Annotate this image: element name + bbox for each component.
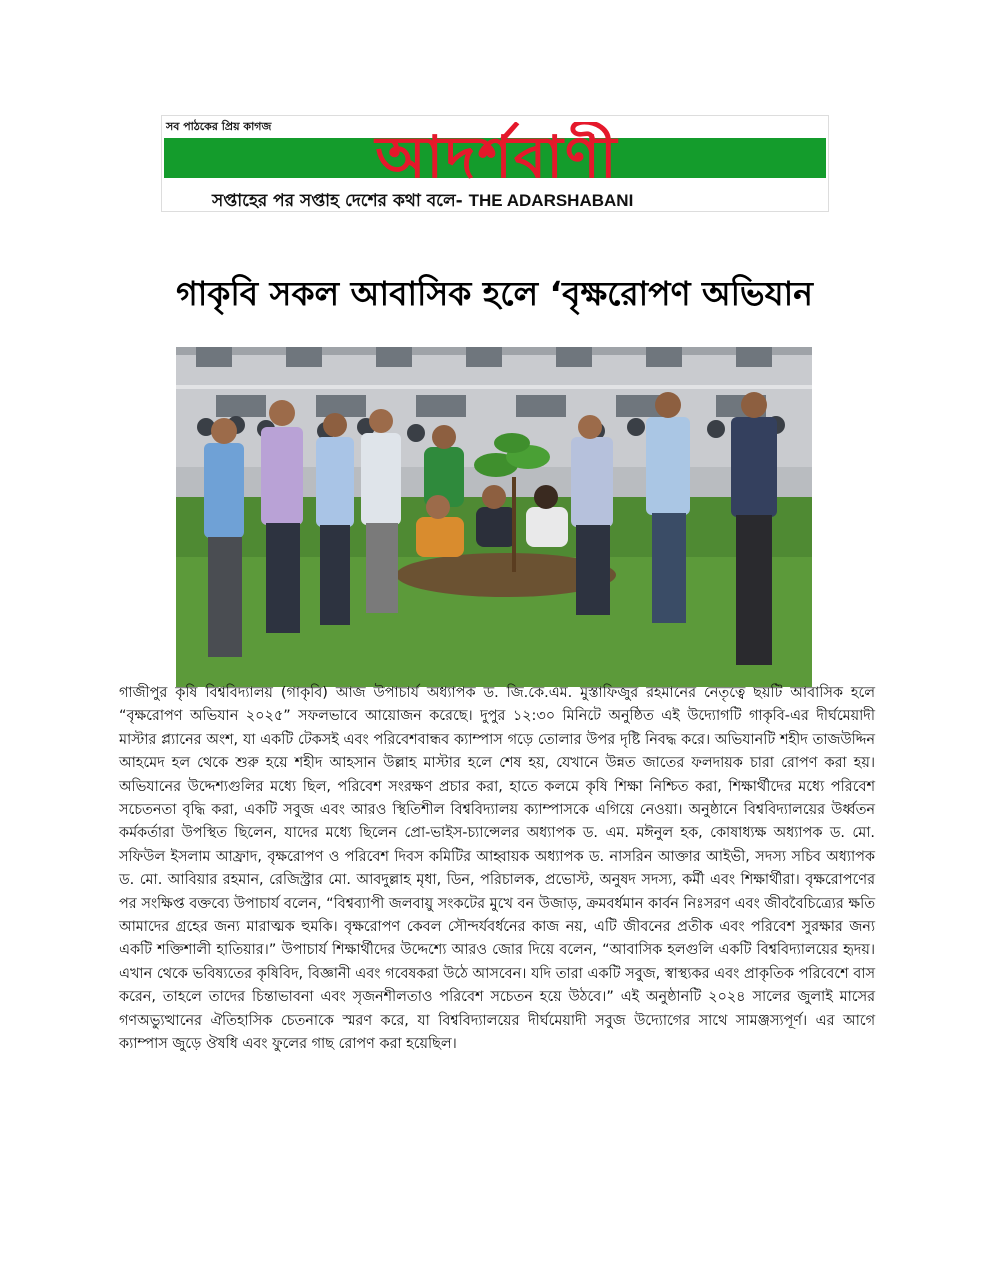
masthead-slogan-line (212, 188, 633, 216)
masthead-slogan: সপ্তাহের পর সপ্তাহ দেশের কথা বলে- (212, 191, 463, 211)
tree-planting-photo-icon (176, 347, 812, 687)
masthead-tagline: সব পাঠকের প্রিয় কাগজ (166, 120, 272, 133)
article-headline: গাকৃবি সকল আবাসিক হলে ‘বৃক্ষরোপণ অভিযান (176, 274, 813, 313)
article-photo (176, 347, 812, 687)
newspaper-masthead (161, 115, 829, 212)
masthead-brand-english: THE ADARSHABANI (468, 191, 634, 210)
article-body-text: গাজীপুর কৃষি বিশ্ববিদ্যালয় (গাকৃবি) আজ উপাচার্য অধ্যাপক ড. জি.কে.এম. মুস্তাফিজুর রহমানের নেতৃত্বে ছয়টি আবাসিক হলে “বৃক্ষরোপণ অভিযান ২০২৫” সফলভাবে আয়োজন করেছে। দুপুর ১২:৩০ মিনিটে অনুষ্ঠিত এই উদ্যোগটি গাকৃবি-এর দীর্ঘমেয়াদী মাস্টার প্ল্যানের অংশ, যা একটি টেকসই এবং পরিবেশবান্ধব ক্যাম্পাস গড়ে তোলার উপর দৃষ্টি নিবদ্ধ করে। অভিযানটি শহীদ তাজউদ্দিন আহমেদ হল থেকে শুরু হয়ে শহীদ আহসান উল্লাহ মাস্টার হলে শেষ হয়, যেখানে উন্নত জাতের ফলদায়ক চারা রোপণ করা হয়। অভিযানের উদ্দেশ্যগুলির মধ্যে ছিল, পরিবেশ সংরক্ষণ প্রচার করা, হাতে কলমে কৃষি শিক্ষা নিশ্চিত করা, শিক্ষার্থীদের মধ্যে পরিবেশ সচেতনতা বৃদ্ধি করা, একটি সবুজ এবং আরও স্থিতিশীল বিশ্ববিদ্যালয় ক্যাম্পাসকে এগিয়ে নেওয়া। অনুষ্ঠানে বিশ্ববিদ্যালয়ের উর্ধ্বতন কর্মকর্তারা উপস্থিত ছিলেন, যাদের মধ্যে ছিলেন প্রো-ভাইস-চ্যান্সেলর অধ্যাপক ড. এম. মঈনুল হক, কোষাধ্যক্ষ অধ্যাপক ড. মো. সফিউল ইসলাম আফ্রাদ, বৃক্ষরোপণ ও পরিবেশ দিবস কমিটির আহ্বায়ক অধ্যাপক ড. নাসরিন আক্তার আইভী, সদস্য সচিব অধ্যাপক ড. মো. আবিয়ার রহমান, রেজিস্ট্রার মো. আবদুল্লাহ মৃধা, ডিন, পরিচালক, প্রভোস্ট, অনুষদ সদস্য, কর্মী এবং শিক্ষার্থীরা। বৃক্ষরোপণের পর সংক্ষিপ্ত বক্তব্যে উপাচার্য বলেন, “বিশ্বব্যাপী জলবায়ু সংকটের মুখে বন উজাড়, ক্রমবর্ধমান কার্বন নিঃসরণ এবং জীববৈচিত্র্যের ক্ষতি আমাদের গ্রহের জন্য মারাত্মক হুমকি। বৃক্ষরোপণ কেবল সৌন্দর্যবর্ধনের কাজ নয়, এটি জীবনের প্রতীক এবং পরিবেশ সুরক্ষার জন্য একটি শক্তিশালী হাতিয়ার।” উপাচার্য শিক্ষার্থীদের উদ্দেশ্যে আরও জোর দিয়ে বলেন, “আবাসিক হলগুলি একটি বিশ্ববিদ্যালয়ের হৃদয়। এখান থেকে ভবিষ্যতের কৃষিবিদ, বিজ্ঞানী এবং গবেষকরা উঠে আসবেন। যদি তারা একটি সবুজ, স্বাস্থ্যকর এবং প্রাকৃতিক পরিবেশে বাস করেন, তাহলে তাদের চিন্তাভাবনা এবং সৃজনশীলতাও পরিবেশ সচেতন হয়ে উঠবে।” এই অনুষ্ঠানটি ২০২৪ সালের জুলাই মাসের গণঅভ্যুত্থানের ঐতিহাসিক চেতনাকে স্মরণ করে, যা বিশ্ববিদ্যালয়ের দীর্ঘমেয়াদী সবুজ উদ্যোগের সাথে সামঞ্জস্যপূর্ণ। এর আগে ক্যাম্পাস জুড়ে ঔষধি এবং ফুলের গাছ রোপণ করা হয়েছিল। (119, 685, 875, 1053)
newspaper-logo-name: আদর্শবাণী (375, 123, 619, 191)
